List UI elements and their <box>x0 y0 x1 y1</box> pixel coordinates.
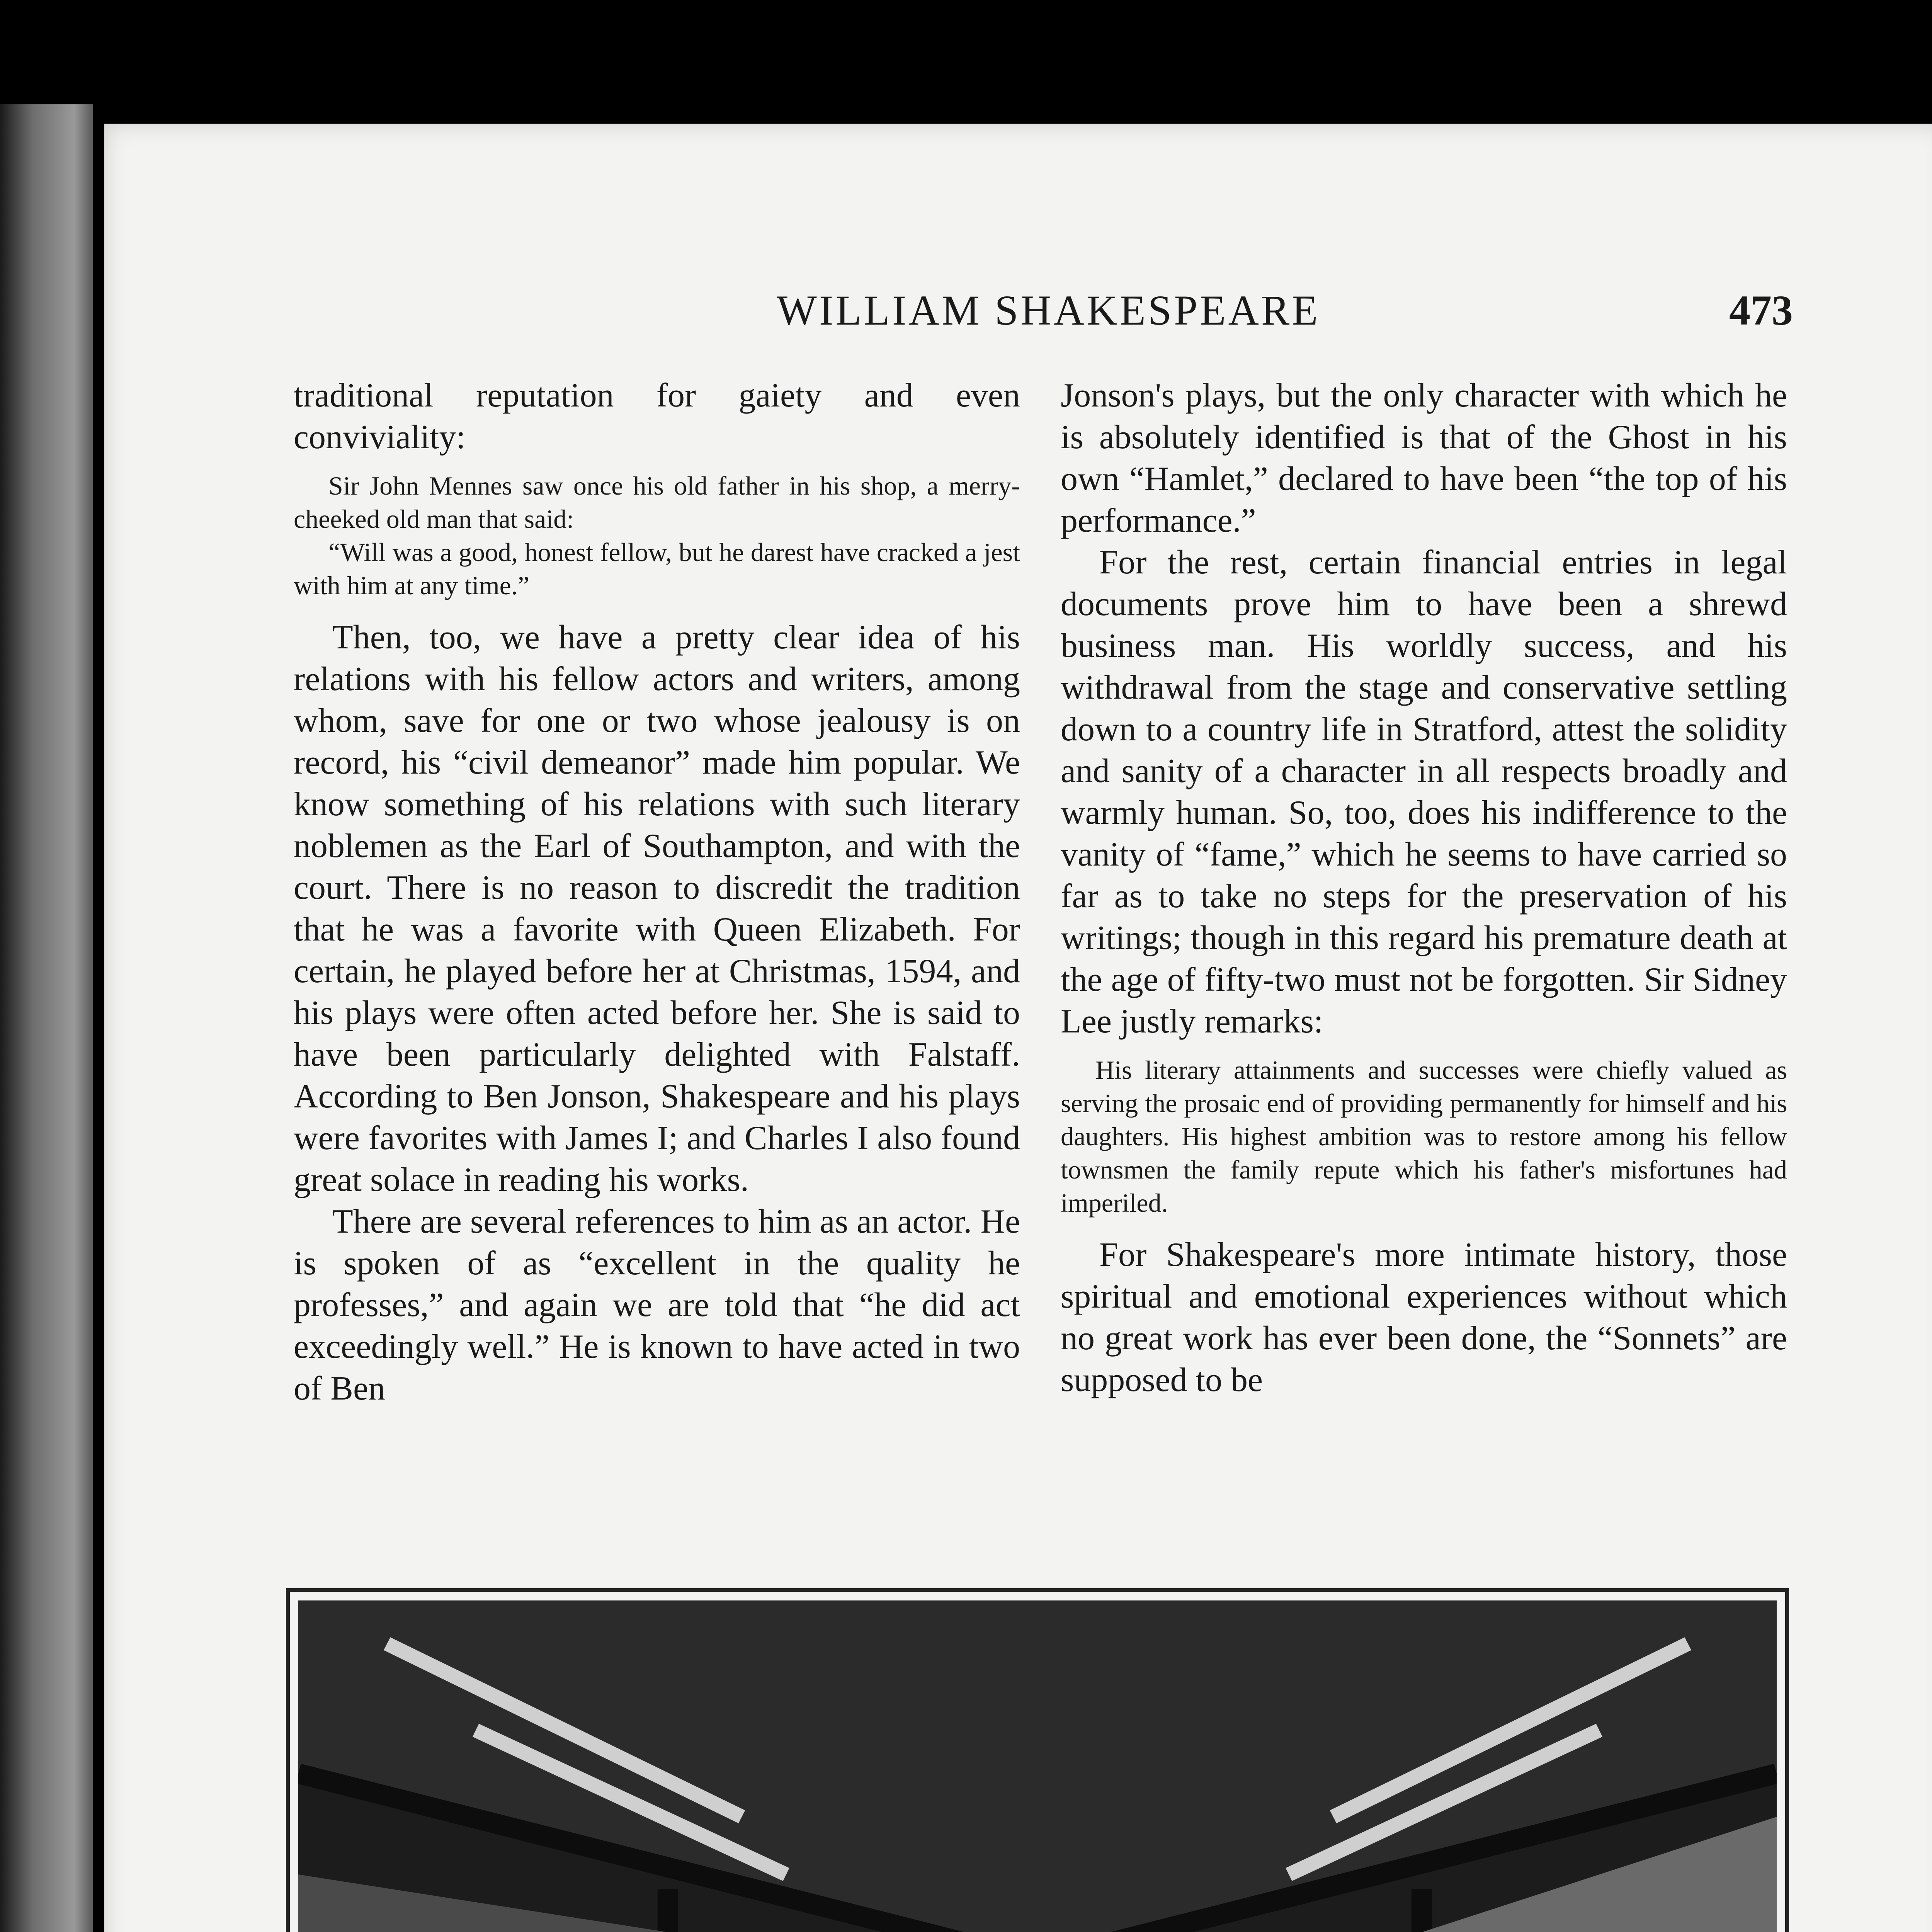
book-page <box>104 124 1932 1932</box>
mennes-quote <box>294 469 1020 602</box>
quote-text: His literary attainments and successes were chiefly valued as serving the prosaic end of providing permanently for himself and his daughters. His highest ambition was to restore among his fellow townsmen the family repute which his father's misfortunes had imperiled. <box>1061 1055 1787 1218</box>
paragraph: There are several references to him as an actor. He is spoken of as “excellent in the quality he professes,” and again we are told that “he did act exceedingly well.” He is known to have acted in two of Ben <box>294 1203 1020 1407</box>
running-title: WILLIAM SHAKESPEARE <box>777 287 1320 334</box>
quote-line: “Will was a good, honest fellow, but he darest have cracked a jest with him at any time.” <box>294 537 1020 600</box>
page-number: 473 <box>1729 287 1793 334</box>
right-opening-text: Jonson's plays, but the only character with which he is absolutely identified is that of the Ghost in his own “Hamlet,” declared to have been “the top of his performance.” <box>1061 377 1787 539</box>
schoolroom-illustration <box>298 1600 1777 1932</box>
quote-line: Sir John Mennes saw once his old father in his shop, a merry-cheeked old man that said: <box>294 471 1020 534</box>
running-header <box>104 286 1932 344</box>
paragraph: Then, too, we have a pretty clear idea of his relations with his fellow actors and writers, among whom, save for one or two whose jealousy is on record, his “civil demeanor” made him popular. We know something of his relations with such literary noblemen as the Earl of Southampton, and with the court. There is no reason to discredit the tradition that he was a favorite with Queen Elizabeth. For certain, he played before her at Christmas, 1594, and his plays were often acted before her. She is said to have been particularly delighted with Falstaff. According to Ben Jonson, Shakespeare and his plays were favorites with James I; and Charles I also found great solace in reading his works. <box>294 619 1020 1199</box>
paragraph: For the rest, certain financial entries in legal documents prove him to have been a shrewd business man. His worldly success, and his withdrawal from the stage and conservative settling down to a country life in Stratford, attest the solidity and sanity of a character in all respects broadly and warmly human. So, too, does his indifference to the vanity of “fame,” which he seems to have carried so far as to take no steps for the preservation of his writings; though in this regard his premature death at the age of fifty-two must not be forgotten. Sir Sidney Lee justly remarks: <box>1061 544 1787 1040</box>
right-column <box>1061 375 1787 1401</box>
left-opening-text: traditional reputation for gaiety and even conviviality: <box>294 377 1020 456</box>
lee-quote <box>1061 1053 1787 1219</box>
left-column <box>294 375 1020 1410</box>
facing-page-edge <box>0 104 93 1932</box>
paragraph: For Shakespeare's more intimate history, those spiritual and emotional experiences without which no great work has ever been done, the “Sonnets” are supposed to be <box>1061 1236 1787 1399</box>
grammar-school-photo <box>286 1588 1789 1932</box>
